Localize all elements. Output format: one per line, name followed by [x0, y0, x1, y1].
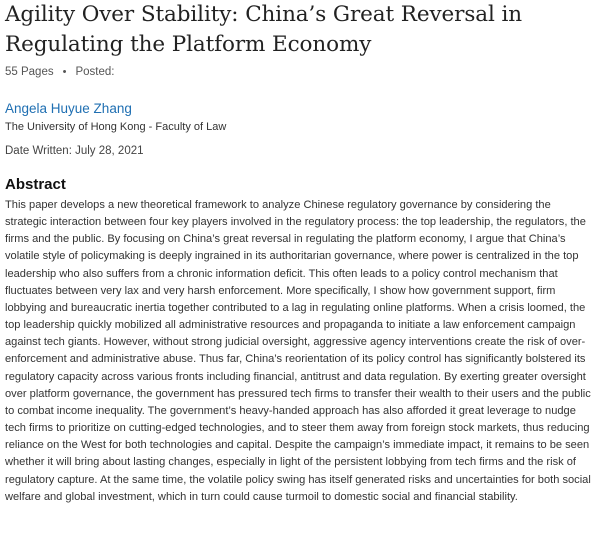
page-count: 55 Pages [5, 66, 54, 78]
author-link[interactable]: Angela Huyue Zhang [5, 101, 132, 116]
author-affiliation: The University of Hong Kong - Faculty of Law [5, 121, 227, 133]
paper-title: Agility Over Stability: China’s Great Reversal in Regulating the Platform Economy [5, 2, 523, 57]
date-written: Date Written: July 28, 2021 [5, 145, 144, 157]
posted-label: Posted: [75, 66, 115, 78]
paper-meta [5, 66, 114, 78]
abstract-text: This paper develops a new theoretical framework to analyze Chinese regulatory governance by considering the strategic interaction between four key players involved in the regulatory process: the top leadership, the regulators, the firms and the public. By focusing on China’s great reversal in regulating the platform economy, I argue that China’s volatile style of policymaking is deeply ingrained in its authoritarian governance, where power is centralized in the top leadership who also suffers from a chronic information deficit. This often leads to a policy control mechanism that fluctuates between very lax and very harsh enforcement. More specifically, I show how government support, firm lobbying and bureaucratic inertia together contributed to a lag in regulating online platforms. When a crisis loomed, the top leadership quickly mobilized all administrative resources and propaganda to initiate a law enforcement campaign against tech giants. However, without strong judicial oversight, aggressive agency interventions create the risk of over-enforcement and administrative abuse. Thus far, China’s reorientation of its policy control has significantly bolstered its regulatory capacity across various fronts including financial, antitrust and data regulation. By exerting greater oversight over platform governance, the government has pressured tech firms to transfer their wealth to their users and the public to combat income inequality. The government’s heavy-handed approach has also afforded it great leverage to nudge tech firms to prioritize on cutting-edged technologies, and to steer them away from foreign stock markets, thus reducing reliance on the West for both technologies and capital. Despite the campaign’s immediate impact, it remains to be seen whether it will bring about lasting changes, especially in light of the persistent lobbying from tech firms and the risk of regulatory capture. At the same time, the volatile policy swing has itself generated risks and uncertainties for both social welfare and global investment, which in turn could cause turmoil to domestic social and financial stability. [5, 199, 591, 503]
paper-page [5, 0, 595, 503]
meta-separator: • [62, 66, 67, 78]
abstract-heading: Abstract [5, 176, 66, 193]
